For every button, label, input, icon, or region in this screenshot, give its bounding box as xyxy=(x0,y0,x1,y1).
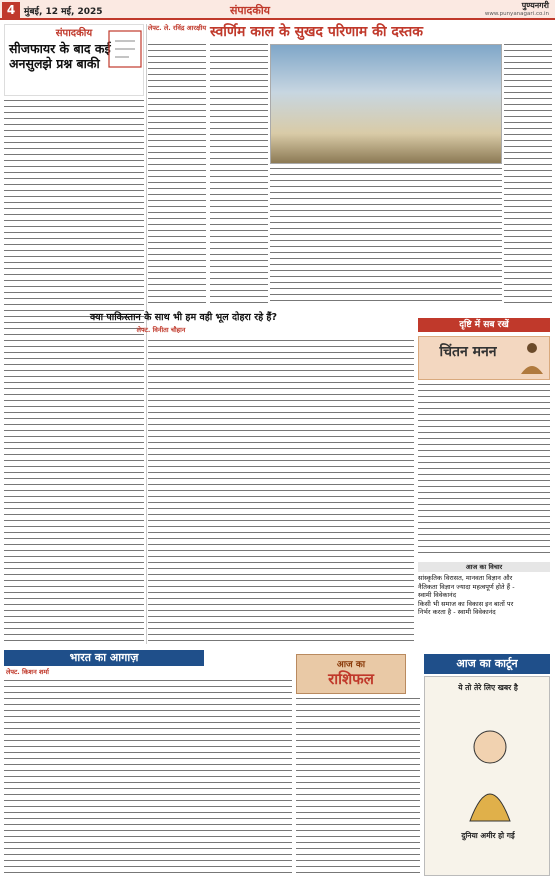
meditation-figure xyxy=(515,340,549,378)
thought-label: आज का विचार xyxy=(418,562,550,572)
thought-box xyxy=(418,574,550,646)
bharat-byline: लेफ्ट. किशन शर्मा xyxy=(6,668,49,676)
chintan-banner xyxy=(418,336,550,380)
thought-line: स्वामी विवेकानंद xyxy=(418,591,457,599)
chintan-title: चिंतन मनन xyxy=(439,344,497,360)
brand-logo xyxy=(485,1,549,19)
cartoon-label: आज का कार्टून xyxy=(424,654,550,674)
feature-byline: लेफ्ट. ले. रविंद्र आरक्षीय xyxy=(147,24,207,32)
thought-line: सांस्कृतिक विरासत, मानवता विज्ञान और xyxy=(418,574,513,582)
thought-line: नैतिकता विज्ञान ज्यादा महत्वपूर्ण होते हैं - xyxy=(418,582,515,591)
drishti-label: दृष्टि में सब रखें xyxy=(418,318,550,332)
section-title: संपादकीय xyxy=(230,4,271,17)
bharat-body xyxy=(4,680,292,876)
bharat-label: भारत का आगाज़ xyxy=(4,650,204,666)
drishti-body xyxy=(418,384,550,558)
cartoon-caption-top: ये तो तेरे लिए खबर है xyxy=(458,683,518,692)
column-divider xyxy=(146,24,147,644)
feature-headline: स्वर्णिम काल के सुखद परिणाम की दस्तक xyxy=(210,24,423,40)
feature-body-col1 xyxy=(148,44,206,304)
page-number: 4 xyxy=(2,2,20,18)
editorial-body xyxy=(4,100,144,644)
rashifal-banner xyxy=(296,654,406,694)
page-date: मुंबई, 12 मई, 2025 xyxy=(24,7,103,17)
editorial-headline: सीजफायर के बाद कई अनसुलझे प्रश्न बाकी xyxy=(9,41,111,71)
editorial-label: संपादकीय xyxy=(55,28,93,39)
rashifal-body xyxy=(296,698,420,876)
brand-name: पुण्यनगरी xyxy=(521,1,549,10)
rashifal-line1: आज का xyxy=(336,660,366,670)
cartoon xyxy=(424,676,550,876)
middle-byline: लेफ्ट. विनीता चौहान xyxy=(136,326,186,334)
thought-line: किसी भी समाज का विकास इन बातों पर xyxy=(418,599,514,608)
brand-url: www.punyanagari.co.in xyxy=(484,11,549,17)
feature-body-col4 xyxy=(270,168,502,304)
middle-headline: क्या पाकिस्तान के साथ भी हम वही भूल दोहरा रहे हैं? xyxy=(90,312,277,323)
editorial-box xyxy=(4,24,144,96)
feature-body-col2 xyxy=(210,44,268,304)
page-header xyxy=(0,0,555,20)
feature-body-col3 xyxy=(504,44,552,304)
cartoon-figure xyxy=(445,717,535,827)
rashifal-line2: राशिफल xyxy=(328,670,374,688)
feature-photo xyxy=(270,44,502,164)
thought-line: निर्भर करता है - स्वामी विवेकानंद xyxy=(418,608,496,616)
cartoon-caption-bottom: दुनिया अमीर हो गई xyxy=(461,831,515,840)
editorial-drawing xyxy=(105,27,145,71)
middle-body xyxy=(148,340,414,646)
